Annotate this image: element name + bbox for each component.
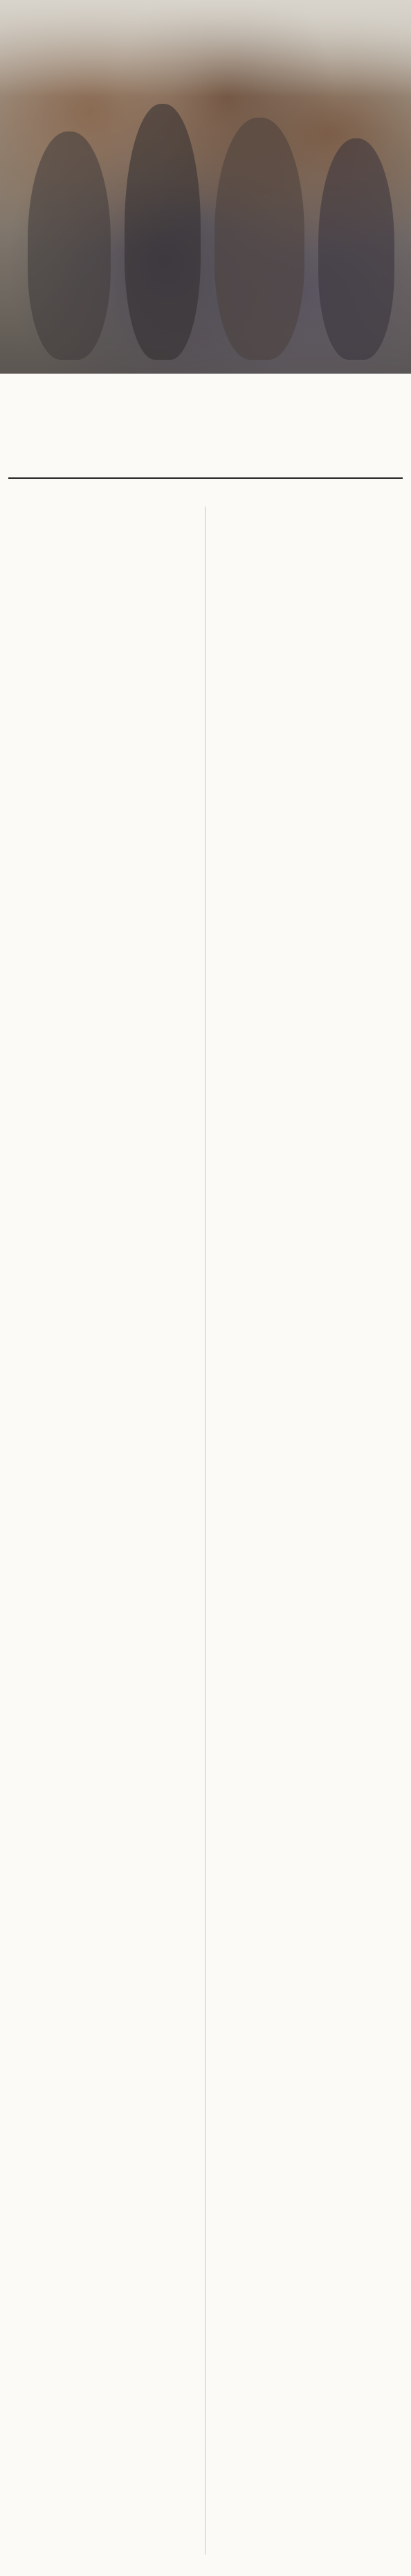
photo-person xyxy=(214,118,304,360)
photo-person xyxy=(318,138,394,360)
article-subhead xyxy=(8,484,403,500)
photo-person xyxy=(28,131,111,360)
article-photo xyxy=(0,0,411,374)
article-body-left-column xyxy=(8,506,202,2555)
column-divider xyxy=(205,506,206,2555)
photo-caption xyxy=(8,379,403,423)
photo-person xyxy=(125,104,201,360)
article-body-right-column xyxy=(209,506,403,2555)
photo-background xyxy=(0,0,411,97)
article-headline xyxy=(8,430,403,473)
headline-divider xyxy=(8,477,403,479)
